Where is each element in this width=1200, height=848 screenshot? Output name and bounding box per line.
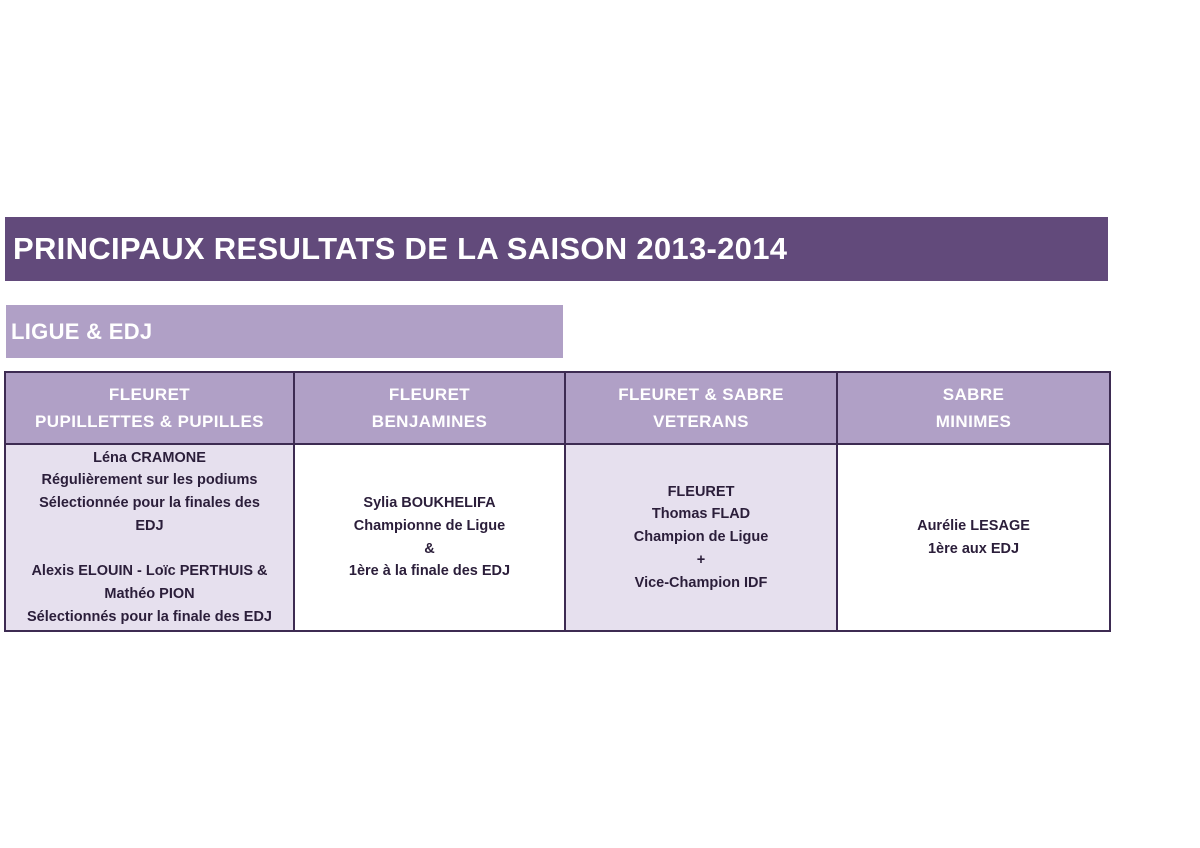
spacer	[12, 538, 287, 561]
result-cell-fleuret-sabre-veterans	[565, 444, 837, 631]
result-line: FLEURET	[667, 483, 735, 500]
page-title: PRINCIPAUX RESULTATS DE LA SAISON 2013-2014	[5, 217, 1108, 281]
result-cell-sabre-minimes	[837, 444, 1110, 631]
result-line: 1ère à la finale des EDJ	[348, 563, 511, 580]
section-heading: LIGUE & EDJ	[6, 305, 563, 358]
header-line: PUPILLETTES & PUPILLES	[35, 412, 264, 431]
result-line: Régulièrement sur les podiums	[41, 472, 258, 489]
result-line: Léna CRAMONE	[93, 449, 206, 466]
result-line: Sylia BOUKHELIFA	[363, 495, 496, 512]
result-line: Vice-Champion IDF	[634, 574, 768, 591]
result-line: 1ère aux EDJ	[927, 540, 1020, 557]
result-line: Sélectionnée pour la finales des	[39, 495, 260, 512]
result-cell-fleuret-benjamines	[294, 444, 565, 631]
header-line: BENJAMINES	[371, 412, 488, 431]
result-line: Alexis ELOUIN - Loïc PERTHUIS &	[31, 563, 268, 580]
result-line: EDJ	[135, 517, 164, 534]
column-header-fleuret-sabre-veterans	[565, 372, 837, 444]
column-header-fleuret-benjamines	[294, 372, 565, 444]
result-line: Championne de Ligue	[353, 517, 506, 534]
results-table	[4, 371, 1111, 632]
result-line: Mathéo PION	[104, 585, 195, 602]
header-line: FLEURET	[388, 385, 471, 404]
header-line: SABRE	[942, 385, 1005, 404]
result-line: &	[424, 540, 435, 557]
result-line: Aurélie LESAGE	[917, 517, 1030, 534]
result-line: Champion de Ligue	[633, 529, 769, 546]
result-line: +	[696, 551, 706, 568]
table-row	[5, 444, 1110, 631]
header-line: FLEURET & SABRE	[618, 385, 784, 404]
header-line: MINIMES	[935, 412, 1012, 431]
table-header-row	[5, 372, 1110, 444]
header-line: FLEURET	[108, 385, 191, 404]
result-cell-fleuret-pupilles	[5, 444, 294, 631]
column-header-fleuret-pupilles	[5, 372, 294, 444]
result-line: Sélectionnés pour la finale des EDJ	[27, 608, 272, 625]
column-header-sabre-minimes	[837, 372, 1110, 444]
result-line: Thomas FLAD	[651, 506, 751, 523]
header-line: VETERANS	[653, 412, 749, 431]
